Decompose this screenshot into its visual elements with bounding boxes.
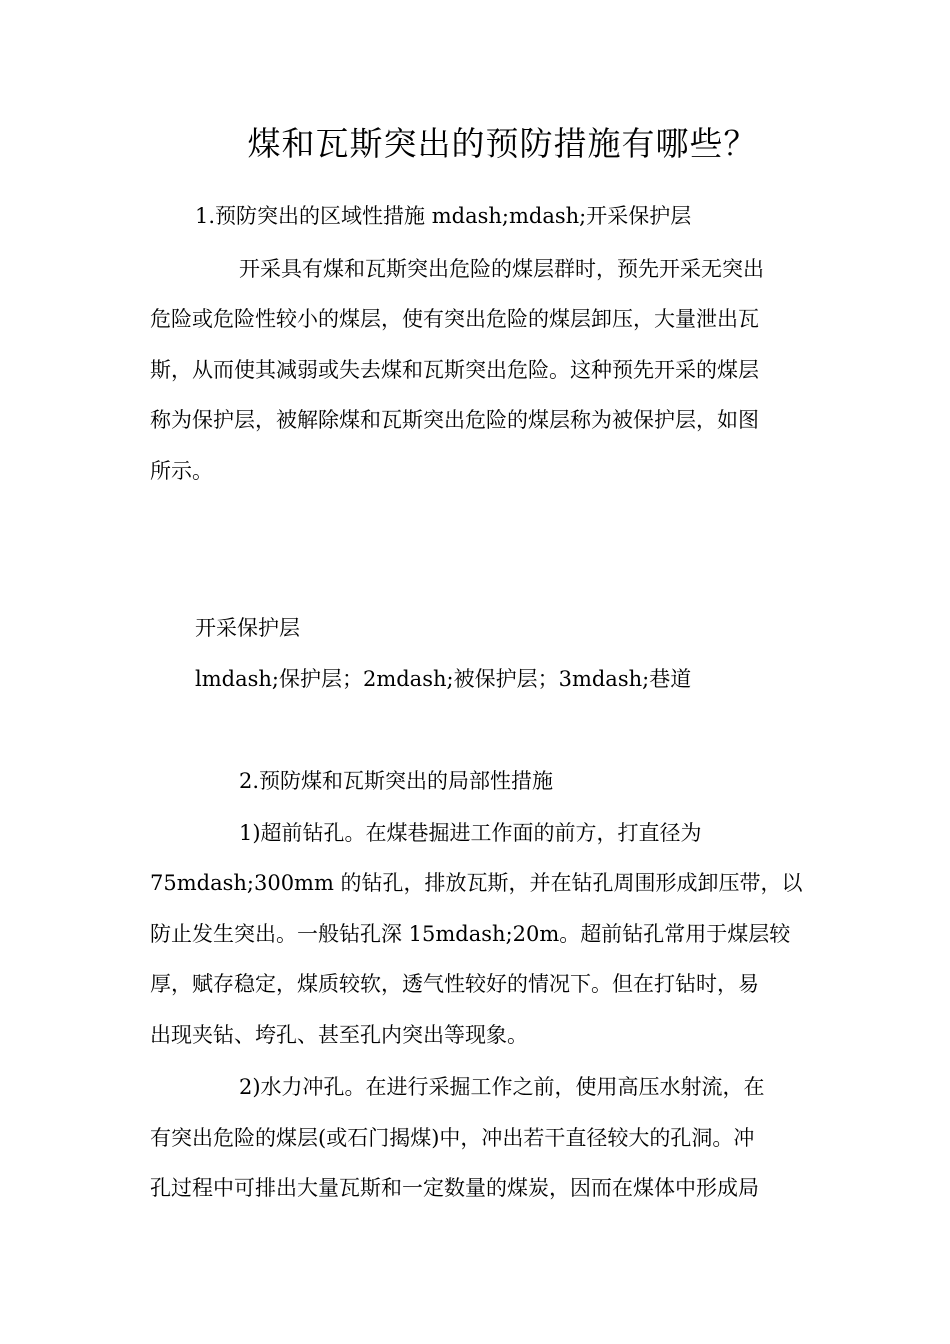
item-1-line: 出现夹钻、垮孔、甚至孔内突出等现象。 <box>150 1023 528 1047</box>
section-1-paragraph-line: 斯，从而使其减弱或失去煤和瓦斯突出危险。这种预先开采的煤层 <box>150 358 759 382</box>
section-1-paragraph-line: 危险或危险性较小的煤层，使有突出危险的煤层卸压，大量泄出瓦 <box>150 307 759 331</box>
item-1-line: 防止发生突出。一般钻孔深 15mdash;20m。超前钻孔常用于煤层较 <box>150 922 791 946</box>
section-1-heading: 1.预防突出的区域性措施 mdash;mdash;开采保护层 <box>195 204 692 228</box>
section-2-heading: 2.预防煤和瓦斯突出的局部性措施 <box>239 769 554 793</box>
figure-caption: 开采保护层 <box>195 616 300 640</box>
section-1-paragraph-line: 开采具有煤和瓦斯突出危险的煤层群时，预先开采无突出 <box>239 257 764 281</box>
section-1-paragraph-line: 称为保护层，被解除煤和瓦斯突出危险的煤层称为被保护层，如图 <box>150 408 759 432</box>
page-title: 煤和瓦斯突出的预防措施有哪些？ <box>247 124 758 163</box>
item-1-line: 75mdash;300mm 的钻孔，排放瓦斯，并在钻孔周围形成卸压带，以 <box>150 871 803 895</box>
item-2-line: 2)水力冲孔。在进行采掘工作之前，使用高压水射流，在 <box>239 1075 765 1099</box>
section-1-paragraph-line: 所示。 <box>150 459 213 483</box>
item-2-line: 孔过程中可排出大量瓦斯和一定数量的煤炭，因而在煤体中形成局 <box>150 1176 759 1200</box>
item-2-line: 有突出危险的煤层(或石门揭煤)中，冲出若干直径较大的孔洞。冲 <box>150 1126 755 1150</box>
item-1-line: 厚，赋存稳定，煤质较软，透气性较好的情况下。但在打钻时，易 <box>150 972 759 996</box>
figure-legend: lmdash;保护层；2mdash;被保护层；3mdash;巷道 <box>195 667 692 691</box>
item-1-line: 1)超前钻孔。在煤巷掘进工作面的前方，打直径为 <box>239 821 702 845</box>
